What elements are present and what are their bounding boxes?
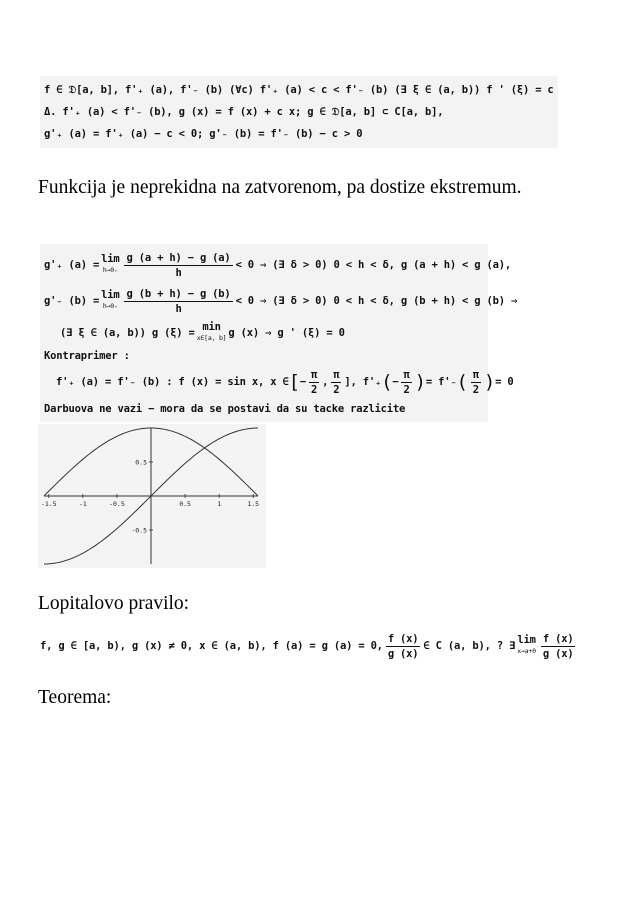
math-text: < 0 ⇒ (∃ δ > 0) 0 < h < δ, g (a + h) < g (a),	[235, 259, 512, 271]
numerator: g (a + h) − g (a)	[126, 251, 231, 264]
math-line: g'₊ (a) = f'₊ (a) − c < 0; g'₋ (b) = f'₋ (b) − c > 0	[44, 128, 363, 140]
paren: )	[414, 371, 426, 393]
paren: (	[381, 371, 393, 393]
math-block-3	[40, 628, 578, 664]
math-text: g'₋ (b) =	[44, 295, 100, 307]
fraction	[386, 633, 421, 660]
x-tick-label: -1	[78, 500, 87, 508]
math-row: f'₊ (a) = f'₋ (b) : f (x) = sin x, x ∈ [ − $\frac{\pi}{2}$ , $\frac{\pi}{2}$ ], f'₊ ( − $\frac{\pi}{2}$ ) = f'₋ ( $\frac{\pi}{2}$ ) = 0	[56, 368, 514, 396]
min-text: min	[202, 321, 221, 333]
numerator: π	[311, 368, 318, 381]
math-text: g (x) ⇒ g ' (ξ) = 0	[228, 327, 345, 339]
numerator: f (x)	[387, 632, 419, 645]
denominator: 2	[472, 383, 479, 396]
sin-cos-plot	[38, 424, 266, 568]
denominator: 2	[311, 383, 318, 396]
fraction	[124, 288, 232, 315]
math-text: = f'₋	[425, 376, 457, 388]
math-row	[44, 283, 518, 319]
y-tick-label: 0.5	[135, 458, 147, 467]
math-text: ], f'₊	[344, 376, 382, 388]
math-text: ∈ C (a, b), ? ∃	[423, 640, 516, 652]
math-text: < 0 ⇒ (∃ δ > 0) 0 < h < δ, g (b + h) < g (b) ⇒	[235, 295, 518, 307]
x-tick-label: -1.5	[40, 500, 57, 508]
lim-subscript: x→a+0	[517, 647, 536, 655]
paragraph-lopital: Lopitalovo pravilo:	[38, 593, 190, 614]
paren: (	[456, 371, 468, 393]
x-tick-label: 1.5	[247, 500, 260, 508]
math-text: g'₊ (a) =	[44, 259, 100, 271]
kontraprimer-heading: Kontraprimer :	[44, 350, 130, 362]
fraction	[541, 633, 576, 660]
paren: )	[483, 371, 496, 393]
math-block-2	[40, 244, 518, 422]
paragraph-teorema: Teorema:	[38, 687, 112, 708]
denominator: 2	[403, 383, 410, 396]
x-tick-label: -0.5	[109, 500, 125, 508]
math-text: = 0	[495, 376, 514, 388]
darbuova-note: Darbuova ne vazi − mora da se postavi da su tacke razlicite	[44, 403, 406, 415]
numerator: g (b + h) − g (b)	[126, 287, 231, 300]
numerator: π	[403, 368, 410, 381]
denominator: h	[175, 266, 182, 279]
math-text: (∃ ξ ∈ (a, b)) g (ξ) =	[60, 327, 195, 339]
math-line: Δ. f'₊ (a) < f'₋ (b), g (x) = f (x) + c x; g ∈ 𝔇[a, b] ⊂ C[a, b],	[44, 106, 444, 118]
math-text: f'₊ (a) = f'₋ (b) : f (x) = sin x, x ∈	[56, 376, 289, 388]
lim-subscript: h→0₊	[102, 302, 118, 310]
lim-text: lim	[517, 634, 536, 646]
limit-operator	[517, 635, 536, 657]
fraction	[471, 369, 481, 396]
lim-text: lim	[101, 253, 120, 265]
min-subscript: x∈[a, b]	[196, 334, 227, 342]
math-line: f ∈ 𝔇[a, b], f'₊ (a), f'₋ (b) (∀c) f'₊ (a) < c < f'₋ (b) (∃ ξ ∈ (a, b)) f ' (ξ) = c	[44, 84, 554, 96]
denominator: g (x)	[387, 647, 419, 660]
lim-subscript: h→0₊	[102, 266, 118, 274]
x-tick-label: 1	[217, 500, 222, 508]
numerator: π	[472, 368, 479, 381]
math-block-1	[40, 76, 558, 148]
limit-operator	[101, 290, 119, 312]
min-operator	[197, 322, 227, 344]
math-text: f, g ∈ [a, b), g (x) ≠ 0, x ∈ (a, b), f (a) = g (a) = 0,	[40, 640, 383, 652]
lim-text: lim	[101, 289, 120, 301]
limit-operator	[101, 254, 119, 276]
math-row	[44, 319, 484, 347]
numerator: π	[333, 368, 340, 381]
y-tick-label: -0.5	[131, 526, 147, 535]
fraction	[124, 252, 232, 279]
paragraph-continuity: Funkcija je neprekidna na zatvorenom, pa dostize ekstremum.	[38, 177, 522, 198]
math-row	[44, 247, 512, 283]
denominator: g (x)	[542, 647, 574, 660]
fraction	[309, 369, 319, 396]
numerator: f (x)	[542, 632, 574, 645]
denominator: 2	[333, 383, 340, 396]
bracket: [	[288, 371, 300, 393]
fraction	[331, 369, 341, 396]
fraction	[401, 369, 411, 396]
x-tick-label: 0.5	[179, 500, 191, 508]
denominator: h	[175, 302, 182, 315]
